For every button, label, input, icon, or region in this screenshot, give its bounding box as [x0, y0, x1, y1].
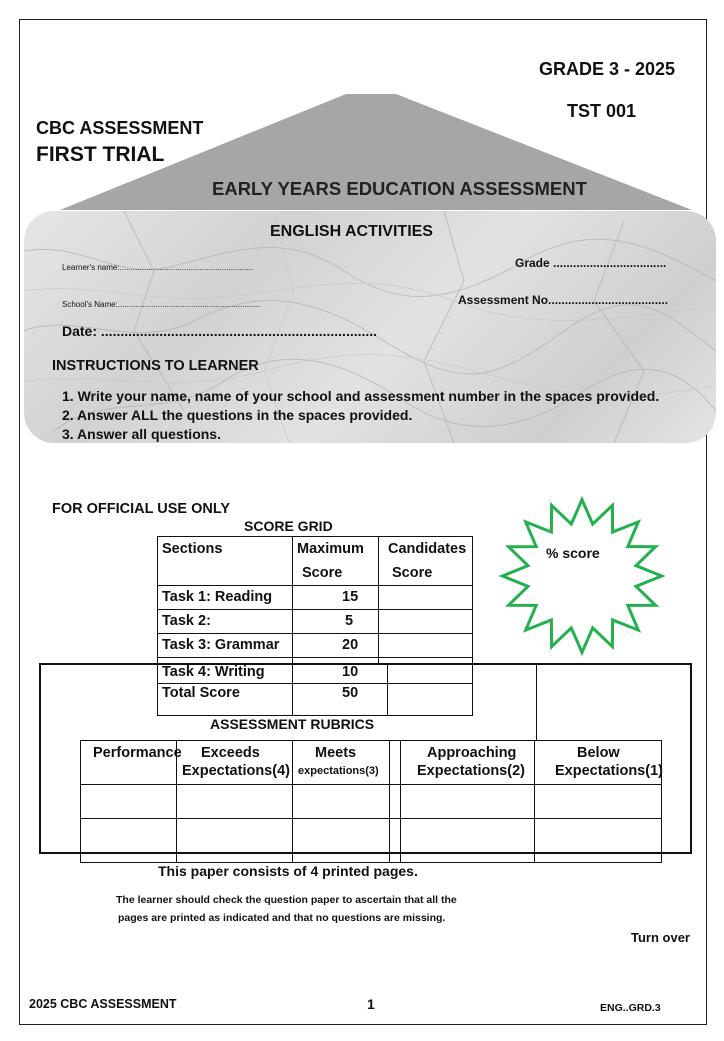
instructions-title: INSTRUCTIONS TO LEARNER: [52, 358, 259, 374]
rubric-below-1: Below: [577, 745, 620, 761]
rubric-performance: Performance: [93, 745, 182, 761]
rubric-below-2: Expectations(1): [555, 763, 663, 779]
turn-over: Turn over: [631, 930, 690, 945]
check-note-1: The learner should check the question paper to ascertain that all the: [116, 894, 457, 906]
score-grid-title: SCORE GRID: [244, 518, 333, 534]
percent-score-star: [498, 496, 668, 656]
row-max: 5: [345, 613, 354, 629]
row-section: Task 1: Reading: [162, 589, 273, 605]
page-number: 1: [367, 996, 375, 1012]
pages-note: This paper consists of 4 printed pages.: [158, 863, 418, 879]
rubric-approaching-1: Approaching: [427, 745, 517, 761]
subject-title: ENGLISH ACTIVITIES: [270, 223, 433, 240]
date-field[interactable]: Date: .......................................................................: [62, 323, 378, 339]
grade-year: GRADE 3 - 2025: [539, 59, 676, 79]
instruction-2: 2. Answer ALL the questions in the spaces provided.: [62, 407, 413, 423]
col-sections: Sections: [162, 541, 223, 557]
official-use-label: FOR OFFICIAL USE ONLY: [52, 501, 231, 517]
col-cand-2: Score: [392, 565, 433, 581]
grade-field[interactable]: Grade ..................................: [515, 256, 667, 270]
col-max-2: Score: [302, 565, 343, 581]
details-card: [24, 211, 716, 443]
row-max: 10: [342, 664, 359, 680]
instruction-1: 1. Write your name, name of your school and assessment number in the spaces provided.: [62, 388, 660, 404]
rubric-exceeds-2: Expectations(4): [182, 763, 290, 779]
rubric-exceeds-1: Exceeds: [201, 745, 260, 761]
school-name-field[interactable]: School's Name:................................................................: [62, 300, 261, 309]
rubric-approaching-2: Expectations(2): [417, 763, 525, 779]
early-years-title: EARLY YEARS EDUCATION ASSESSMENT: [212, 178, 587, 199]
footer-right: ENG..GRD.3: [600, 1002, 661, 1014]
assessment-no-field[interactable]: Assessment No....................................: [458, 293, 669, 307]
rubric-meets-2: expectations(3): [298, 765, 379, 777]
frame-divider: [536, 663, 537, 740]
row-max: 15: [342, 589, 359, 605]
footer-left: 2025 CBC ASSESSMENT: [29, 997, 177, 1011]
instruction-3: 3. Answer all questions.: [62, 426, 221, 442]
col-max-1: Maximum: [297, 541, 364, 557]
cbc-assessment-title: CBC ASSESSMENT: [36, 118, 204, 138]
percent-score-label: % score: [546, 545, 600, 561]
check-note-2: pages are printed as indicated and that no questions are missing.: [118, 912, 446, 924]
row-section: Task 2:: [162, 613, 211, 629]
row-max: 20: [342, 637, 359, 653]
row-section: Total Score: [162, 685, 240, 701]
first-trial-title: FIRST TRIAL: [36, 143, 165, 166]
col-cand-1: Candidates: [388, 541, 467, 557]
rubrics-title: ASSESSMENT RUBRICS: [210, 716, 375, 732]
rubric-meets-1: Meets: [315, 745, 357, 761]
row-max: 50: [342, 685, 359, 701]
row-section: Task 3: Grammar: [162, 637, 280, 653]
row-section: Task 4: Writing: [162, 664, 265, 680]
paper-code: TST 001: [567, 101, 637, 121]
learner-name-field[interactable]: Learner's name:............................................................: [62, 263, 253, 272]
